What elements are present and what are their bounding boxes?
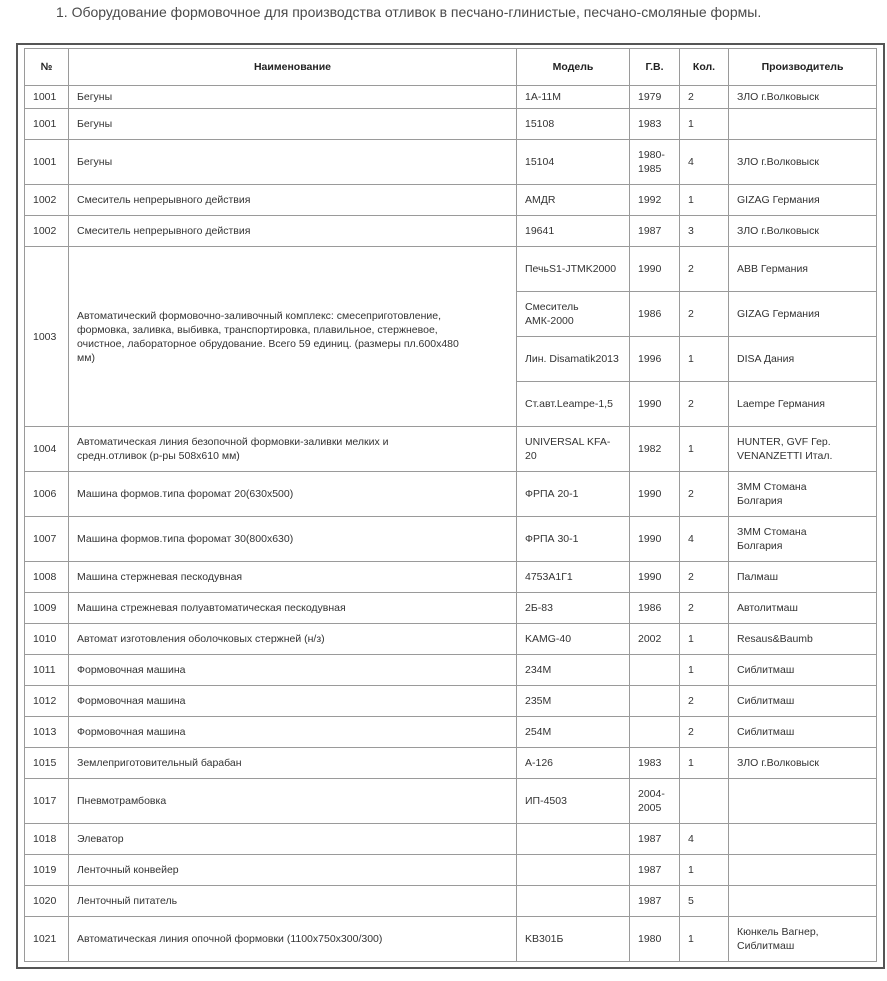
cell-quantity: 3 <box>680 216 729 247</box>
cell-manufacturer <box>729 886 877 917</box>
cell-name: Ленточный питатель <box>69 886 517 917</box>
cell-quantity <box>680 779 729 824</box>
cell-number: 1002 <box>25 185 69 216</box>
cell-model: 235М <box>517 686 630 717</box>
cell-manufacturer: ЗЛО г.Волковыск <box>729 140 877 185</box>
cell-model: UNIVERSAL KFA-20 <box>517 427 630 472</box>
cell-number: 1007 <box>25 517 69 562</box>
table-row <box>25 717 877 748</box>
table-header-row <box>25 49 877 86</box>
cell-name: Машина стрежневая полуавтоматическая пескодувная <box>69 593 517 624</box>
cell-manufacturer: HUNTER, GVF Гер. VENANZETTI Итал. <box>729 427 877 472</box>
cell-model: 19641 <box>517 216 630 247</box>
cell-manufacturer: ЗЛО г.Волковыск <box>729 748 877 779</box>
cell-year: 1990 <box>630 472 680 517</box>
cell-quantity: 1 <box>680 185 729 216</box>
table-row <box>25 748 877 779</box>
cell-model: ИП-4503 <box>517 779 630 824</box>
cell-year: 1996 <box>630 337 680 382</box>
cell-manufacturer: Сиблитмаш <box>729 655 877 686</box>
table-row <box>25 86 877 109</box>
cell-number: 1012 <box>25 686 69 717</box>
cell-year: 1982 <box>630 427 680 472</box>
cell-year: 1983 <box>630 109 680 140</box>
cell-manufacturer <box>729 855 877 886</box>
table-row <box>25 917 877 962</box>
cell-manufacturer: ABB Германия <box>729 247 877 292</box>
cell-model <box>517 855 630 886</box>
table-row <box>25 140 877 185</box>
cell-model: KAMG-40 <box>517 624 630 655</box>
header-year: Г.В. <box>630 49 680 86</box>
table-row <box>25 472 877 517</box>
cell-number: 1017 <box>25 779 69 824</box>
cell-name: Землеприготовительный барабан <box>69 748 517 779</box>
cell-year: 1979 <box>630 86 680 109</box>
table-row <box>25 427 877 472</box>
cell-model: ПечьS1-JTMK2000 <box>517 247 630 292</box>
table-row <box>25 593 877 624</box>
cell-number: 1015 <box>25 748 69 779</box>
cell-quantity: 2 <box>680 472 729 517</box>
cell-quantity: 1 <box>680 748 729 779</box>
cell-name: Бегуны <box>69 109 517 140</box>
cell-quantity: 4 <box>680 824 729 855</box>
cell-name: Машина формов.типа форомат 20(630х500) <box>69 472 517 517</box>
cell-name: Бегуны <box>69 86 517 109</box>
cell-number: 1003 <box>25 247 69 427</box>
cell-manufacturer: GIZAG Германия <box>729 292 877 337</box>
cell-year: 2004-2005 <box>630 779 680 824</box>
cell-year: 1987 <box>630 855 680 886</box>
cell-name: Автоматическая линия безопочной формовки-заливки мелких и средн.отливок (р-ры 508х610 мм) <box>69 427 517 472</box>
cell-number: 1011 <box>25 655 69 686</box>
table-row <box>25 216 877 247</box>
cell-manufacturer: GIZAG Германия <box>729 185 877 216</box>
table-row <box>25 855 877 886</box>
cell-model <box>517 886 630 917</box>
cell-manufacturer: Resaus&Baumb <box>729 624 877 655</box>
table-row <box>25 886 877 917</box>
cell-number: 1021 <box>25 917 69 962</box>
cell-model <box>517 824 630 855</box>
cell-number: 1001 <box>25 140 69 185</box>
cell-number: 1013 <box>25 717 69 748</box>
cell-quantity: 2 <box>680 593 729 624</box>
table-row <box>25 824 877 855</box>
header-number: № <box>25 49 69 86</box>
cell-manufacturer <box>729 779 877 824</box>
header-quantity: Кол. <box>680 49 729 86</box>
cell-model: AMДR <box>517 185 630 216</box>
cell-quantity: 1 <box>680 427 729 472</box>
cell-name: Автоматическая линия опочной формовки (1100х750х300/300) <box>69 917 517 962</box>
cell-model: 234М <box>517 655 630 686</box>
header-manufacturer: Производитель <box>729 49 877 86</box>
header-name: Наименование <box>69 49 517 86</box>
cell-number: 1004 <box>25 427 69 472</box>
cell-name: Машина стержневая пескодувная <box>69 562 517 593</box>
cell-manufacturer: Сиблитмаш <box>729 686 877 717</box>
cell-year: 1990 <box>630 562 680 593</box>
cell-manufacturer: Сиблитмаш <box>729 717 877 748</box>
cell-year: 1983 <box>630 748 680 779</box>
cell-name: Формовочная машина <box>69 686 517 717</box>
cell-manufacturer: ЗЛО г.Волковыск <box>729 216 877 247</box>
cell-quantity: 4 <box>680 140 729 185</box>
cell-model: ФРПА 30-1 <box>517 517 630 562</box>
cell-number: 1018 <box>25 824 69 855</box>
table-row <box>25 109 877 140</box>
table-row <box>25 655 877 686</box>
cell-number: 1006 <box>25 472 69 517</box>
cell-quantity: 5 <box>680 886 729 917</box>
cell-model: 2Б-83 <box>517 593 630 624</box>
cell-model: 15104 <box>517 140 630 185</box>
cell-quantity: 1 <box>680 917 729 962</box>
cell-name: Ленточный конвейер <box>69 855 517 886</box>
cell-quantity: 2 <box>680 717 729 748</box>
cell-number: 1020 <box>25 886 69 917</box>
cell-manufacturer: Кюнкель Вагнер, Сиблитмаш <box>729 917 877 962</box>
cell-model: 4753А1Г1 <box>517 562 630 593</box>
cell-name: Бегуны <box>69 140 517 185</box>
cell-model: Смеситель АМК-2000 <box>517 292 630 337</box>
cell-model: Лин. Disamatik2013 <box>517 337 630 382</box>
cell-manufacturer: Палмаш <box>729 562 877 593</box>
cell-manufacturer: ЗММ Стомана Болгария <box>729 472 877 517</box>
cell-year: 1992 <box>630 185 680 216</box>
cell-quantity: 2 <box>680 292 729 337</box>
cell-quantity: 2 <box>680 686 729 717</box>
cell-manufacturer: DISA Дания <box>729 337 877 382</box>
cell-number: 1009 <box>25 593 69 624</box>
table-row <box>25 779 877 824</box>
cell-quantity: 2 <box>680 86 729 109</box>
cell-year: 1980 <box>630 917 680 962</box>
cell-model: 1А-11М <box>517 86 630 109</box>
cell-number: 1008 <box>25 562 69 593</box>
cell-name: Автоматический формовочно-заливочный комплекс: смесеприготовление, формовка, заливка, выбивка, транспортировка, плавильное, стержневое, очистное, лабораторное обрудование. Всего 59 единиц. (размеры пл.600х480 мм) <box>69 247 517 427</box>
cell-year <box>630 655 680 686</box>
cell-year: 1980-1985 <box>630 140 680 185</box>
table-row <box>25 686 877 717</box>
cell-year: 1990 <box>630 382 680 427</box>
cell-quantity: 1 <box>680 624 729 655</box>
cell-year: 1987 <box>630 824 680 855</box>
cell-manufacturer: ЗММ Стомана Болгария <box>729 517 877 562</box>
equipment-table <box>24 48 877 962</box>
cell-name: Смеситель непрерывного действия <box>69 185 517 216</box>
cell-year <box>630 717 680 748</box>
table-row <box>25 517 877 562</box>
cell-name: Автомат изготовления оболочковых стержней (н/з) <box>69 624 517 655</box>
cell-quantity: 2 <box>680 247 729 292</box>
cell-quantity: 1 <box>680 109 729 140</box>
cell-model: ФРПА 20-1 <box>517 472 630 517</box>
cell-year: 2002 <box>630 624 680 655</box>
cell-number: 1001 <box>25 109 69 140</box>
equipment-table-frame <box>16 43 885 969</box>
cell-name: Пневмотрамбовка <box>69 779 517 824</box>
cell-quantity: 2 <box>680 562 729 593</box>
cell-model: 254М <box>517 717 630 748</box>
page-title: 1. Оборудование формовочное для производства отливок в песчано-глинистые, песчано-смоляные формы. <box>56 4 762 20</box>
cell-quantity: 2 <box>680 382 729 427</box>
cell-quantity: 1 <box>680 855 729 886</box>
cell-year <box>630 686 680 717</box>
cell-number: 1002 <box>25 216 69 247</box>
cell-year: 1987 <box>630 216 680 247</box>
cell-name: Машина формов.типа форомат 30(800х630) <box>69 517 517 562</box>
cell-manufacturer <box>729 109 877 140</box>
cell-name: Формовочная машина <box>69 655 517 686</box>
cell-quantity: 4 <box>680 517 729 562</box>
cell-manufacturer <box>729 824 877 855</box>
header-model: Модель <box>517 49 630 86</box>
cell-model: 15108 <box>517 109 630 140</box>
cell-year: 1990 <box>630 517 680 562</box>
cell-name: Элеватор <box>69 824 517 855</box>
cell-manufacturer: Автолитмаш <box>729 593 877 624</box>
cell-manufacturer: ЗЛО г.Волковыск <box>729 86 877 109</box>
cell-number: 1019 <box>25 855 69 886</box>
cell-quantity: 1 <box>680 337 729 382</box>
table-row <box>25 185 877 216</box>
table-row <box>25 624 877 655</box>
cell-model: Ст.авт.Leampe-1,5 <box>517 382 630 427</box>
cell-year: 1990 <box>630 247 680 292</box>
cell-model: KB301Б <box>517 917 630 962</box>
cell-year: 1986 <box>630 292 680 337</box>
cell-number: 1001 <box>25 86 69 109</box>
cell-quantity: 1 <box>680 655 729 686</box>
cell-year: 1986 <box>630 593 680 624</box>
cell-model: А-126 <box>517 748 630 779</box>
cell-name: Формовочная машина <box>69 717 517 748</box>
table-row <box>25 247 877 292</box>
cell-manufacturer: Laempe Германия <box>729 382 877 427</box>
cell-number: 1010 <box>25 624 69 655</box>
cell-name: Смеситель непрерывного действия <box>69 216 517 247</box>
cell-year: 1987 <box>630 886 680 917</box>
table-row <box>25 562 877 593</box>
